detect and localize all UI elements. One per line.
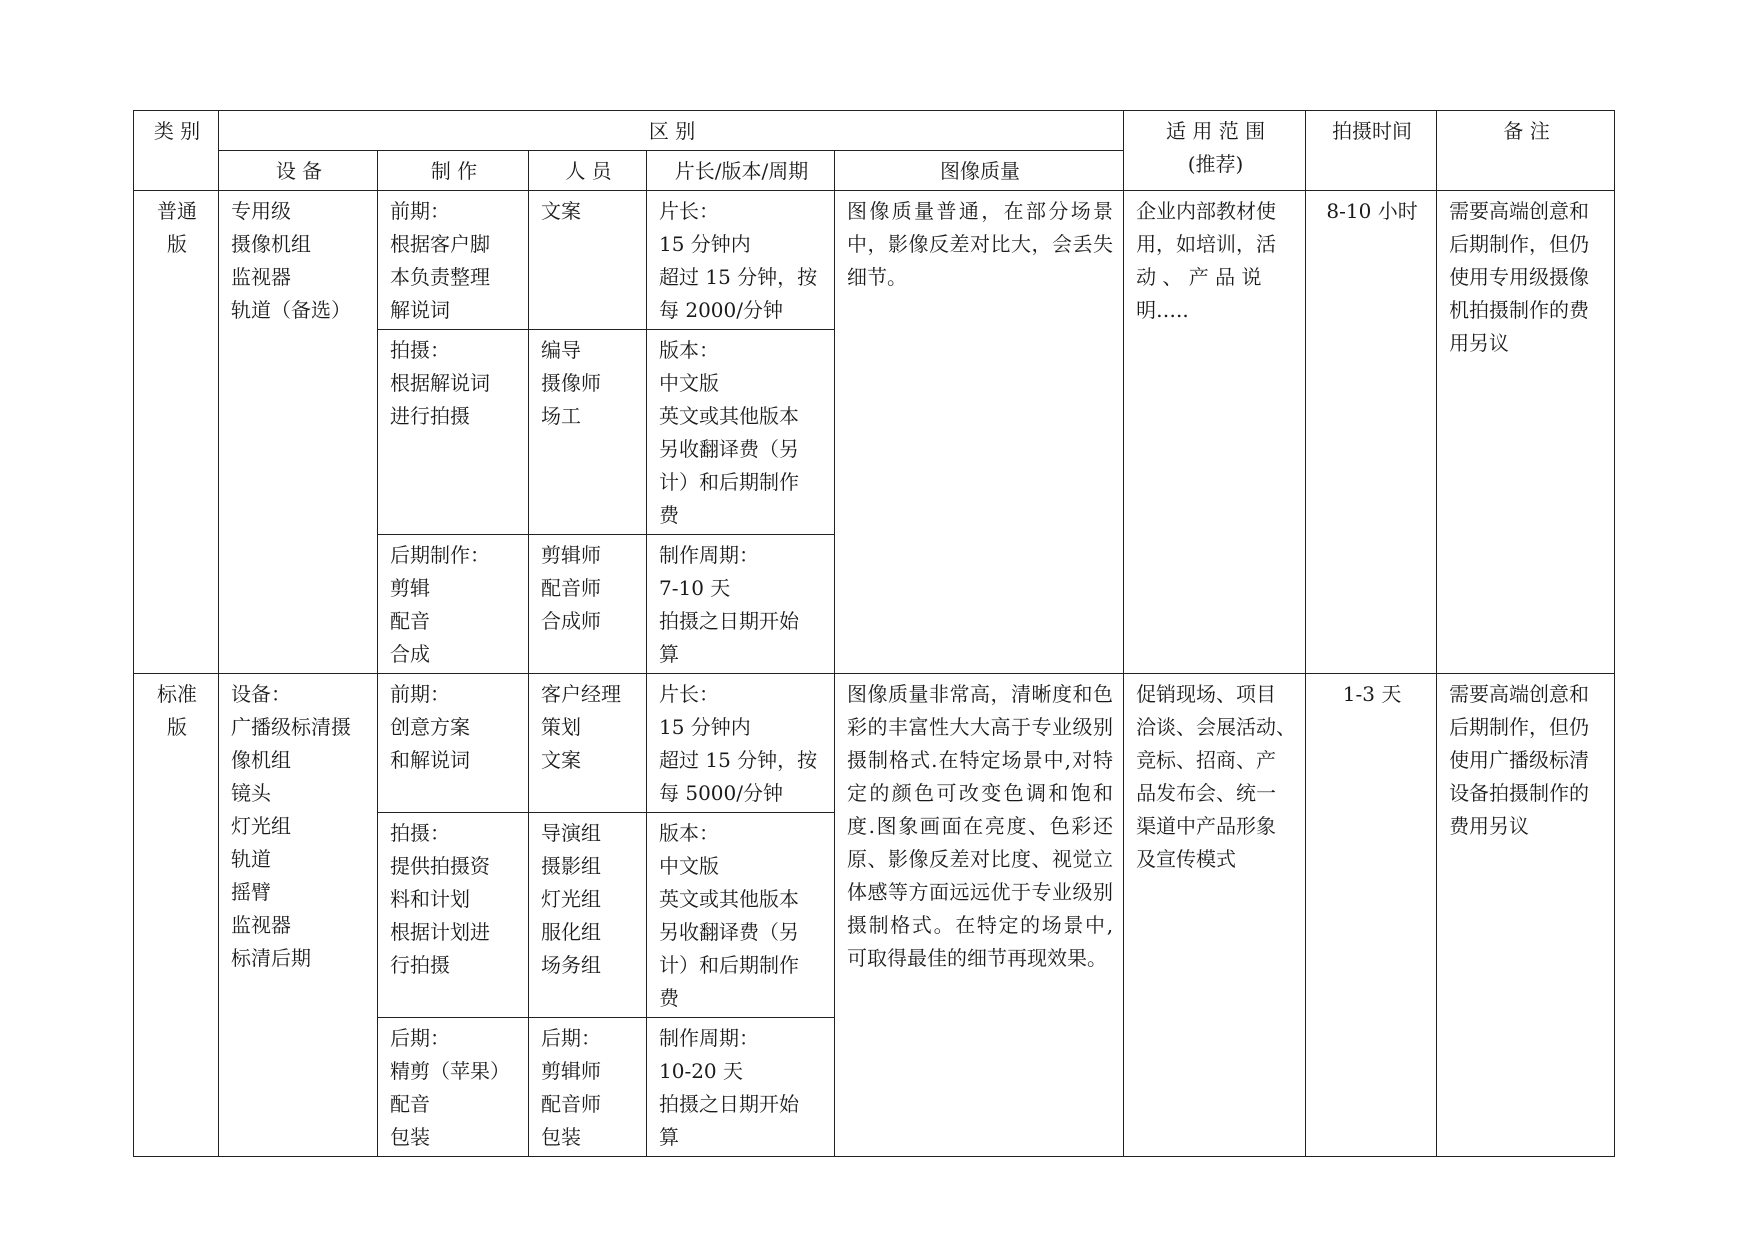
- spec-cell-line: 每 5000/分钟: [659, 781, 783, 805]
- production-cell-line: 解说词: [390, 298, 450, 322]
- table-row: [134, 674, 1615, 813]
- spec-cell-line: 费: [659, 503, 679, 527]
- spec-cell-line: 15 分钟内: [659, 715, 751, 739]
- scope-cell-line: 用，如培训，活: [1136, 232, 1277, 256]
- personnel-cell-line: 剪辑师: [541, 1059, 601, 1083]
- spec-cell-line: 计）和后期制作: [659, 470, 799, 494]
- equipment-cell: [219, 674, 378, 1157]
- equipment-cell-line: 灯光组: [231, 814, 291, 838]
- spec-cell-line: 制作周期：: [659, 543, 759, 567]
- production-cell-line: 后期：: [390, 1026, 450, 1050]
- header-scope-label: 适 用 范 围: [1166, 119, 1266, 143]
- spec-cell-line: 拍摄之日期开始: [659, 1092, 799, 1116]
- personnel-cell: [529, 674, 647, 813]
- scope-cell-line: 品发布会、统一: [1136, 781, 1277, 805]
- shoot-time-cell-text: 1-3 天: [1342, 682, 1402, 706]
- production-cell-line: 进行拍摄: [390, 404, 470, 428]
- spec-cell-line: 7-10 天: [659, 576, 731, 600]
- spec-cell-line: 费: [659, 986, 679, 1010]
- personnel-cell: [529, 1018, 647, 1157]
- spec-cell-line: 版本：: [659, 338, 719, 362]
- equipment-cell-line: 摇臂: [231, 880, 271, 904]
- category-cell-line: 版: [167, 232, 187, 256]
- personnel-cell-line: 灯光组: [541, 887, 601, 911]
- equipment-cell: [219, 191, 378, 674]
- scope-cell: [1124, 191, 1306, 674]
- shoot-time-cell-text: 8-10 小时: [1326, 199, 1418, 223]
- table-row: [134, 191, 1615, 330]
- production-cell-line: 根据客户脚: [390, 232, 490, 256]
- production-cell-line: 创意方案: [390, 715, 470, 739]
- remarks-cell: [1437, 191, 1615, 674]
- equipment-cell-line: 标清后期: [231, 946, 311, 970]
- image-quality-cell-text: 图像质量普通，在部分场景中，影像反差对比大，会丢失细节。: [847, 199, 1114, 289]
- scope-cell-line: 竞标、招商、产: [1136, 748, 1277, 772]
- spec-cell: [647, 674, 835, 813]
- personnel-cell-line: 客户经理: [541, 682, 621, 706]
- remarks-cell-line: 用另议: [1449, 331, 1510, 355]
- category-cell-line: 普通: [157, 199, 197, 223]
- equipment-cell-line: 轨道: [231, 847, 271, 871]
- header-personnel: 人 员: [529, 151, 647, 191]
- spec-cell: [647, 191, 835, 330]
- personnel-cell-line: 合成师: [541, 609, 601, 633]
- equipment-cell-line: 监视器: [231, 265, 291, 289]
- production-cell-line: 配音: [390, 609, 430, 633]
- scope-cell-line: 动 、 产 品 说: [1136, 265, 1262, 289]
- equipment-cell-line: 摄像机组: [231, 232, 311, 256]
- spec-cell-line: 算: [659, 1125, 679, 1149]
- personnel-cell-line: 文案: [541, 748, 581, 772]
- header-category: 类 别: [134, 111, 219, 191]
- personnel-cell-line: 配音师: [541, 1092, 601, 1116]
- table-body: [134, 111, 1615, 1157]
- production-cell-line: 拍摄：: [390, 338, 450, 362]
- production-cell-line: 合成: [390, 642, 430, 666]
- remarks-cell-line: 机拍摄制作的费: [1449, 298, 1590, 322]
- personnel-cell: [529, 330, 647, 535]
- header-equipment: 设 备: [219, 151, 378, 191]
- production-cell-line: 精剪（苹果）: [390, 1059, 510, 1083]
- remarks-cell-line: 后期制作，但仍: [1449, 715, 1590, 739]
- header-image-quality: 图像质量: [835, 151, 1124, 191]
- shoot-time-cell: [1306, 191, 1437, 674]
- personnel-cell-line: 场工: [541, 404, 581, 428]
- personnel-cell-line: 配音师: [541, 576, 601, 600]
- production-cell-line: 和解说词: [390, 748, 470, 772]
- spec-cell-line: 另收翻译费（另: [659, 920, 799, 944]
- header-shoot-time: 拍摄时间: [1306, 111, 1437, 191]
- equipment-cell-line: 广播级标清摄: [231, 715, 351, 739]
- personnel-cell-line: 文案: [541, 199, 581, 223]
- category-cell: [134, 191, 219, 674]
- personnel-cell-line: 策划: [541, 715, 581, 739]
- header-length-version-cycle: 片长/版本/周期: [647, 151, 835, 191]
- header-distinction: 区 别: [219, 111, 1124, 151]
- production-cell-line: 料和计划: [390, 887, 470, 911]
- production-cell-line: 后期制作：: [390, 543, 490, 567]
- scope-cell: [1124, 674, 1306, 1157]
- remarks-cell-line: 设备拍摄制作的: [1449, 781, 1590, 805]
- scope-cell-line: 洽谈、会展活动、: [1136, 715, 1297, 739]
- header-remarks: 备 注: [1437, 111, 1615, 191]
- spec-cell-line: 版本：: [659, 821, 719, 845]
- spec-cell-line: 超过 15 分钟，按: [659, 748, 818, 772]
- category-cell-line: 标准: [157, 682, 197, 706]
- header-scope: [1124, 111, 1306, 191]
- personnel-cell: [529, 535, 647, 674]
- spec-cell-line: 英文或其他版本: [659, 887, 799, 911]
- scope-cell-line: 促销现场、项目: [1136, 682, 1277, 706]
- production-cell: [378, 674, 529, 813]
- personnel-cell: [529, 813, 647, 1018]
- spec-cell-line: 中文版: [659, 854, 719, 878]
- production-cell-line: 行拍摄: [390, 953, 450, 977]
- spec-cell-line: 拍摄之日期开始: [659, 609, 799, 633]
- scope-cell-line: 渠道中产品形象: [1136, 814, 1277, 838]
- equipment-cell-line: 设备：: [231, 682, 291, 706]
- header-row-top: [134, 111, 1615, 151]
- spec-cell-line: 10-20 天: [659, 1059, 744, 1083]
- production-cell: [378, 330, 529, 535]
- spec-cell-line: 计）和后期制作: [659, 953, 799, 977]
- personnel-cell: [529, 191, 647, 330]
- personnel-cell-line: 场务组: [541, 953, 601, 977]
- remarks-cell-line: 使用专用级摄像: [1449, 265, 1590, 289]
- remarks-cell-line: 后期制作，但仍: [1449, 232, 1590, 256]
- personnel-cell-line: 导演组: [541, 821, 601, 845]
- spec-cell-line: 制作周期：: [659, 1026, 759, 1050]
- production-cell-line: 根据计划进: [390, 920, 490, 944]
- production-cell-line: 拍摄：: [390, 821, 450, 845]
- production-cell: [378, 1018, 529, 1157]
- image-quality-cell: [835, 191, 1124, 674]
- equipment-cell-line: 像机组: [231, 748, 291, 772]
- personnel-cell-line: 剪辑师: [541, 543, 601, 567]
- production-cell-line: 包装: [390, 1125, 430, 1149]
- production-cell-line: 本负责整理: [390, 265, 490, 289]
- spec-cell-line: 片长：: [659, 682, 719, 706]
- category-cell: [134, 674, 219, 1157]
- scope-cell-line: 企业内部教材使: [1136, 199, 1277, 223]
- remarks-cell-line: 需要高端创意和: [1449, 199, 1590, 223]
- image-quality-cell: [835, 674, 1124, 1157]
- spec-cell: [647, 1018, 835, 1157]
- production-cell-line: 剪辑: [390, 576, 430, 600]
- image-quality-cell-text: 图像质量非常高，清晰度和色彩的丰富性大大高于专业级别摄制格式.在特定场景中,对特定的颜色可改变色调和饱和度.图象画面在亮度、色彩还原、影像反差对比度、视觉立体感等方面远远优于专业级别摄制格式。在特定的场景中,可取得最佳的细节再现效果。: [847, 682, 1114, 970]
- shoot-time-cell: [1306, 674, 1437, 1157]
- spec-cell-line: 15 分钟内: [659, 232, 751, 256]
- spec-cell-line: 另收翻译费（另: [659, 437, 799, 461]
- remarks-cell-line: 使用广播级标清: [1449, 748, 1590, 772]
- production-cell-line: 前期：: [390, 199, 450, 223]
- personnel-cell-line: 摄像师: [541, 371, 601, 395]
- spec-cell: [647, 535, 835, 674]
- remarks-cell: [1437, 674, 1615, 1157]
- personnel-cell-line: 摄影组: [541, 854, 601, 878]
- production-cell-line: 根据解说词: [390, 371, 490, 395]
- scope-cell-line: 及宣传模式: [1136, 847, 1237, 871]
- category-cell-line: 版: [167, 715, 187, 739]
- equipment-cell-line: 专用级: [231, 199, 291, 223]
- production-cell: [378, 191, 529, 330]
- spec-cell-line: 片长：: [659, 199, 719, 223]
- personnel-cell-line: 编导: [541, 338, 581, 362]
- equipment-cell-line: 镜头: [231, 781, 271, 805]
- header-scope-sub: (推荐): [1187, 152, 1244, 176]
- spec-cell: [647, 813, 835, 1018]
- production-cell-line: 提供拍摄资: [390, 854, 490, 878]
- equipment-cell-line: 监视器: [231, 913, 291, 937]
- personnel-cell-line: 包装: [541, 1125, 581, 1149]
- spec-cell: [647, 330, 835, 535]
- spec-cell-line: 算: [659, 642, 679, 666]
- personnel-cell-line: 服化组: [541, 920, 601, 944]
- header-production: 制 作: [378, 151, 529, 191]
- spec-cell-line: 英文或其他版本: [659, 404, 799, 428]
- production-cell-line: 配音: [390, 1092, 430, 1116]
- personnel-cell-line: 后期：: [541, 1026, 601, 1050]
- production-cell: [378, 813, 529, 1018]
- spec-cell-line: 中文版: [659, 371, 719, 395]
- service-comparison-table: [133, 110, 1615, 1157]
- production-cell-line: 前期：: [390, 682, 450, 706]
- equipment-cell-line: 轨道（备选）: [231, 298, 351, 322]
- scope-cell-line: 明…..: [1136, 298, 1189, 322]
- remarks-cell-line: 费用另议: [1449, 814, 1530, 838]
- remarks-cell-line: 需要高端创意和: [1449, 682, 1590, 706]
- production-cell: [378, 535, 529, 674]
- spec-cell-line: 每 2000/分钟: [659, 298, 783, 322]
- spec-cell-line: 超过 15 分钟，按: [659, 265, 818, 289]
